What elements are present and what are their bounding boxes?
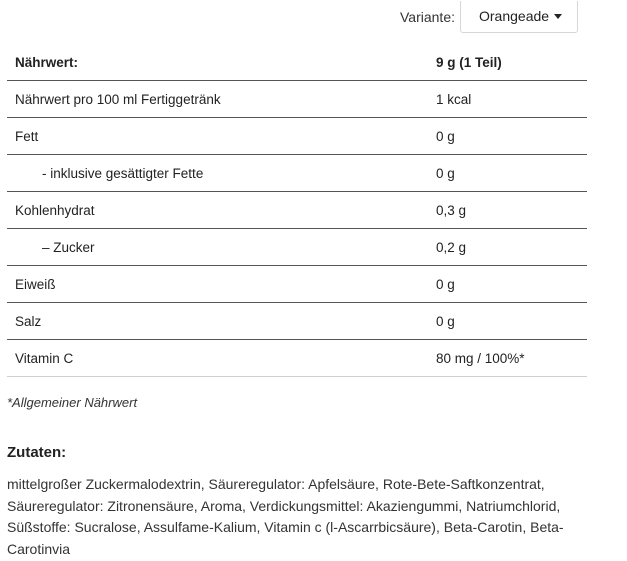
chevron-down-icon <box>554 14 562 19</box>
nutrient-name: Vitamin C <box>7 340 436 377</box>
nutrient-name: Salz <box>7 303 436 340</box>
variant-selected-value: Orangeade <box>479 8 550 24</box>
variant-selector-row <box>400 0 578 33</box>
ingredients-title: Zutaten: <box>7 444 67 461</box>
variant-dropdown[interactable] <box>460 1 578 33</box>
nutrient-name: Kohlenhydrat <box>7 192 436 229</box>
nutrient-name: Fett <box>7 118 436 155</box>
nutrient-name: Nährwert pro 100 ml Fertiggetränk <box>7 81 436 118</box>
nutrition-footnote: *Allgemeiner Nährwert <box>7 395 138 410</box>
nutrition-header-row <box>7 44 587 81</box>
nutrient-value: 0,3 g <box>436 192 587 229</box>
table-row <box>7 303 587 340</box>
ingredients-text: mittelgroßer Zuckermalodextrin, Säureregulator: Apfelsäure, Rote-Bete-Saftkonzentrat, Säureregulator: Zitronensäure, Aroma, Verdickungsmittel: Akaziengummi, Natriumchlorid, Süßstoffe: Sucralose, Assulfame-Kalium, Vitamin c (l-Ascarrbicsäure), Beta-Carotin, Beta-Carotinvia <box>7 476 564 557</box>
table-row <box>7 340 587 377</box>
table-row <box>7 192 587 229</box>
nutrition-header-name: Nährwert: <box>7 44 436 81</box>
nutrition-table <box>7 44 587 377</box>
nutrient-value: 0 g <box>436 155 587 192</box>
nutrient-value: 0 g <box>436 118 587 155</box>
table-row <box>7 266 587 303</box>
table-row <box>7 155 587 192</box>
table-row <box>7 81 587 118</box>
nutrient-value: 0 g <box>436 303 587 340</box>
table-row <box>7 118 587 155</box>
nutrient-name: – Zucker <box>7 229 436 266</box>
nutrition-header-value: 9 g (1 Teil) <box>436 44 587 81</box>
table-row <box>7 229 587 266</box>
nutrient-name: Eiweiß <box>7 266 436 303</box>
nutrient-value: 0 g <box>436 266 587 303</box>
nutrient-value: 0,2 g <box>436 229 587 266</box>
variant-label: Variante: <box>400 8 455 25</box>
nutrient-value: 80 mg / 100%* <box>436 340 587 377</box>
nutrient-value: 1 kcal <box>436 81 587 118</box>
nutrient-name: - inklusive gesättigter Fette <box>7 155 436 192</box>
